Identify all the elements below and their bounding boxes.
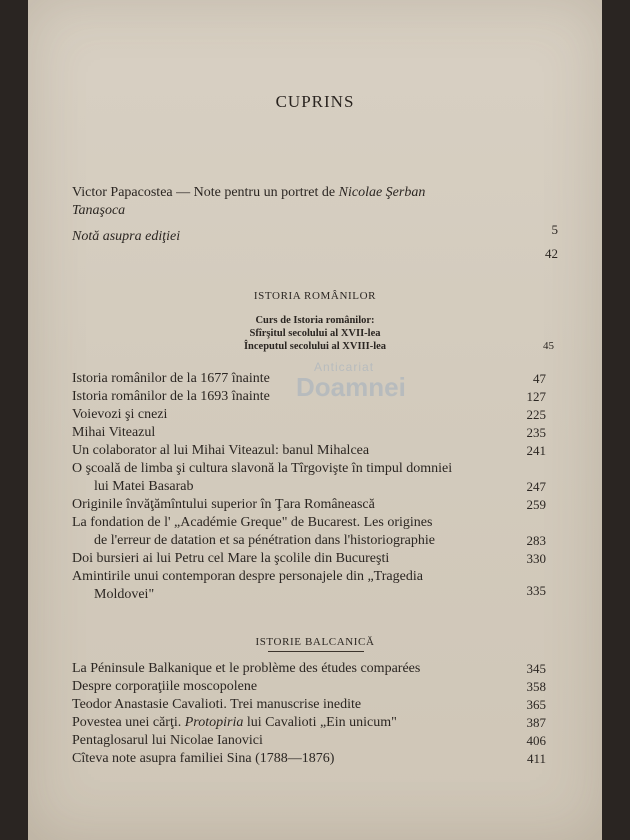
toc-entry <box>72 568 542 604</box>
toc-entry-front-2: Notă asupra ediţiei <box>72 229 181 244</box>
toc-page-number: 365 <box>526 697 546 712</box>
toc-entry <box>72 514 542 550</box>
toc-page-number: 406 <box>526 733 546 748</box>
toc-entry-text-cont: Tanaşoca <box>72 203 126 218</box>
toc-entry <box>72 714 397 732</box>
toc-entry: Istoria românilor de la 1693 înainte <box>72 389 270 404</box>
toc-page-number: 5 <box>551 222 558 237</box>
toc-entry-italic: Protopiria <box>184 715 244 730</box>
watermark-logo <box>296 360 406 403</box>
section-underline <box>268 651 364 652</box>
toc-page-number: 235 <box>526 425 546 440</box>
section-subheading-line: Sfîrşitul secolului al XVII-lea <box>249 328 381 339</box>
toc-page-number: 45 <box>543 340 554 352</box>
toc-page-number: 283 <box>526 533 546 548</box>
toc-entry-text: La fondation de l' „Académie Greque" de Bucarest. Les origines <box>72 515 433 530</box>
toc-entry: Originile învăţămîntului superior în Ţara Românească <box>72 497 375 512</box>
toc-page-number: 345 <box>526 661 546 676</box>
toc-entry-text-cont: de l'erreur de datation et sa pénétration dans l'historiographie <box>94 533 435 548</box>
toc-entry-text-cont: Moldovei" <box>94 587 155 602</box>
toc-page-number: 127 <box>526 389 546 404</box>
toc-page-number: 387 <box>526 715 546 730</box>
toc-page-number: 42 <box>545 246 558 261</box>
toc-entry: Voievozi şi cnezi <box>72 407 168 422</box>
toc-entry: Despre corporaţiile moscopolene <box>72 679 258 694</box>
toc-entry: Pentaglosarul lui Nicolae Ianovici <box>72 733 263 748</box>
watermark-top: Anticariat <box>314 360 375 374</box>
toc-page-number: 330 <box>526 551 546 566</box>
section-heading-1: ISTORIA ROMÂNILOR <box>253 290 377 302</box>
book-page <box>28 0 602 840</box>
section-subheading-line: Curs de Istoria românilor: <box>255 315 375 326</box>
toc-entry: Teodor Anastasie Cavalioti. Trei manuscrise inedite <box>72 697 362 712</box>
page-title: CUPRINS <box>275 92 355 111</box>
watermark-main: Doamnei <box>296 372 406 402</box>
section-subheading-line: Începutul secolului al XVIII-lea <box>243 341 387 352</box>
toc-page-number: 411 <box>526 751 546 766</box>
toc-entry: Doi bursieri ai lui Petru cel Mare la şcolile din Bucureşti <box>72 551 390 566</box>
toc-page-number: 259 <box>526 497 546 512</box>
toc-entry-front-1 <box>72 184 542 220</box>
toc-entry: Istoria românilor de la 1677 înainte <box>72 371 270 386</box>
toc-page-number: 47 <box>533 371 546 386</box>
toc-entry-text: O şcoală de limba şi cultura slavonă la Tîrgovişte în timpul domniei <box>72 461 453 476</box>
toc-page-number: 335 <box>526 583 546 598</box>
toc-page-number: 225 <box>526 407 546 422</box>
toc-entry <box>72 460 542 496</box>
toc-entry: La Péninsule Balkanique et le problème des études comparées <box>72 661 421 676</box>
toc-entry-text-cont: lui Matei Basarab <box>94 479 194 494</box>
toc-entry-text: Amintirile unui contemporan despre personajele din „Tragedia <box>72 569 423 584</box>
toc-entry-text: Victor Papacostea — Note pentru un portret de <box>72 185 339 200</box>
toc-entry-text: Povestea unei cărţi. <box>72 715 185 730</box>
toc-entry: Un colaborator al lui Mihai Viteazul: banul Mihalcea <box>72 443 370 458</box>
toc-page-number: 358 <box>526 679 546 694</box>
section-heading-2: ISTORIE BALCANICĂ <box>255 636 375 648</box>
toc-entry-text-end: lui Cavalioti „Ein unicum" <box>243 715 397 730</box>
toc-page-number: 247 <box>526 479 546 494</box>
toc-entry-italic: Nicolae Şerban <box>338 185 426 200</box>
toc-page-number: 241 <box>526 443 546 458</box>
toc-entry: Cîteva note asupra familiei Sina (1788—1876) <box>72 751 335 766</box>
toc-entry: Mihai Viteazul <box>72 425 156 440</box>
